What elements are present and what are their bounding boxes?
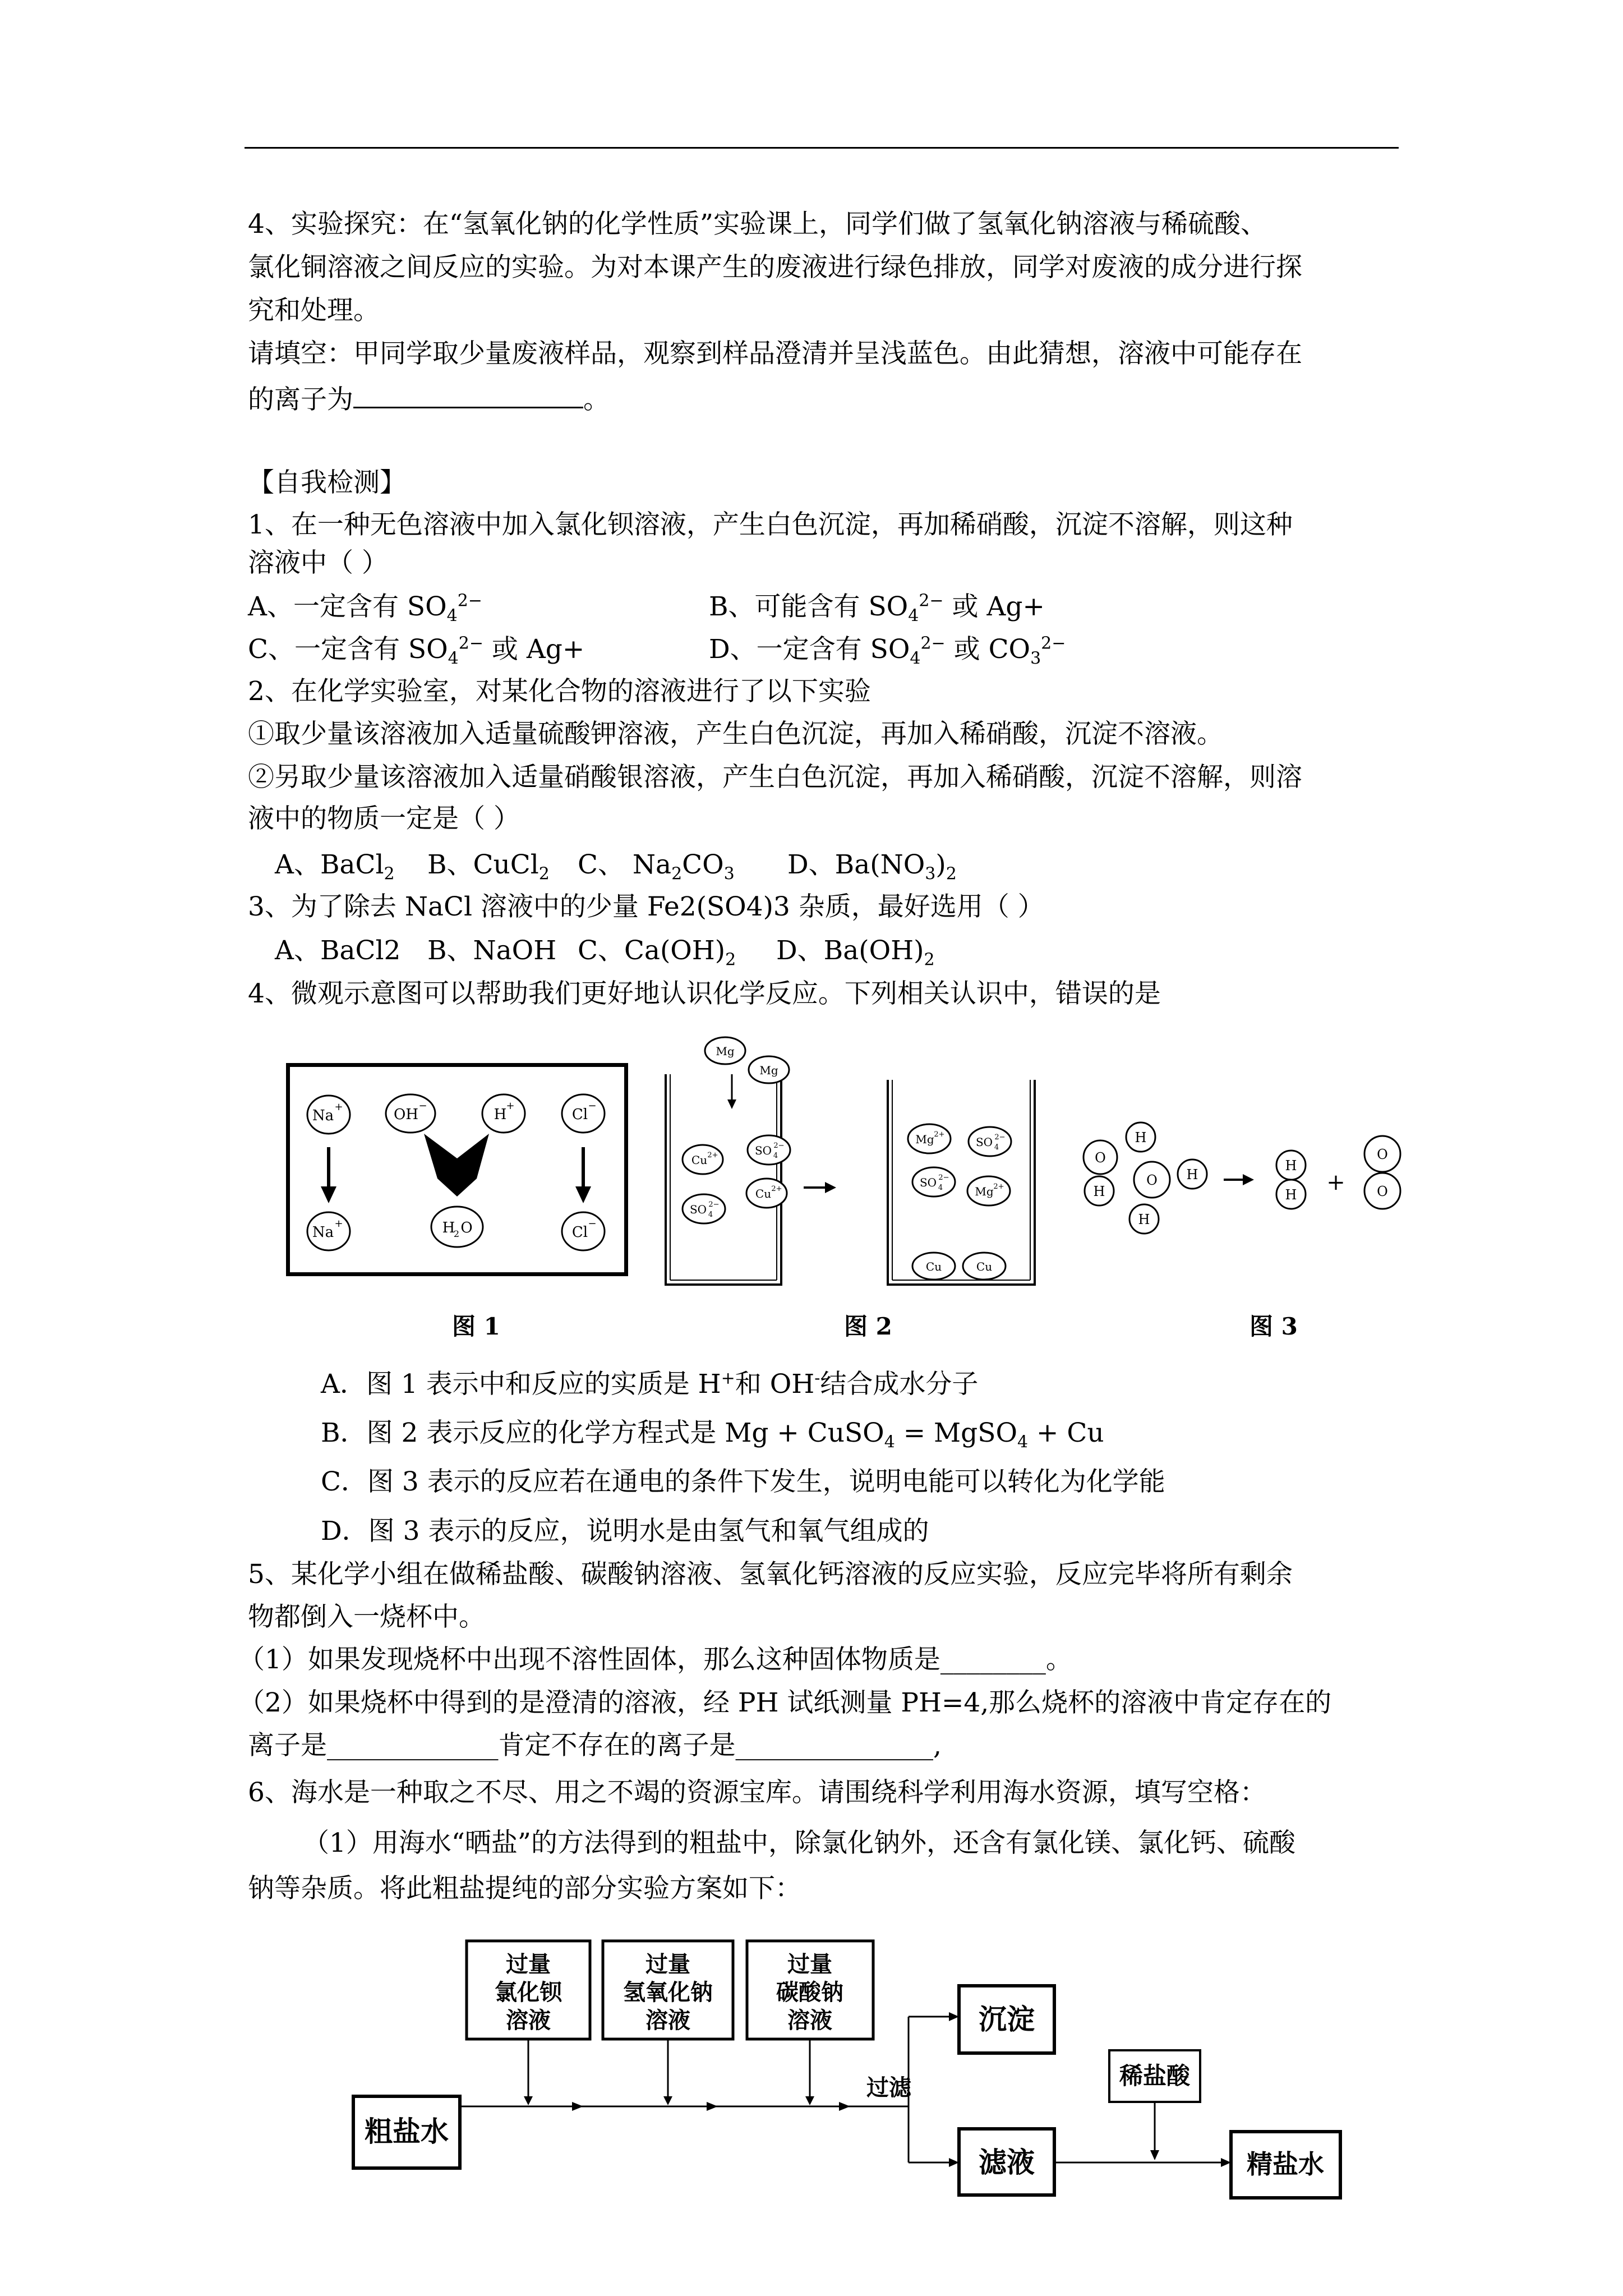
- svg-text:2−: 2−: [773, 1142, 785, 1150]
- svg-text:2: 2: [453, 1228, 460, 1239]
- svg-text:氢氧化钠: 氢氧化钠: [623, 1979, 713, 2005]
- right-arrow-icon: [839, 2102, 850, 2111]
- so4-ion: [748, 1135, 790, 1165]
- svg-text:溶液: 溶液: [787, 2007, 832, 2033]
- figure-3-caption: 图 3: [1249, 1313, 1298, 1340]
- svg-text:2+: 2+: [707, 1151, 718, 1159]
- figure-1-neutralization: [286, 1063, 628, 1276]
- q1-option-a[interactable]: A、一定含有 $SO_4^{2-}$: [248, 591, 482, 626]
- q4-intro-prefix: 的离子为: [248, 384, 353, 415]
- filter-label: 过滤: [866, 2074, 911, 2101]
- svg-text:4: 4: [938, 1184, 943, 1192]
- svg-text:碳酸钠: 碳酸钠: [776, 1979, 843, 2005]
- q5-part-1: （1）如果发现烧杯中出现不溶性固体，那么这种固体物质是________。: [238, 1644, 1072, 1675]
- svg-text:溶液: 溶液: [645, 2007, 690, 2033]
- down-arrow-icon: [524, 2096, 533, 2105]
- cu-ion: [683, 1145, 723, 1174]
- q3-stem: 3、为了除去 NaCl 溶液中的少量 Fe2(SO4)3 杂质，最好选用（ ）: [248, 891, 1044, 922]
- q3-option-b[interactable]: B、NaOH: [427, 935, 557, 966]
- svg-text:+: +: [506, 1100, 515, 1112]
- svg-text:O: O: [1095, 1150, 1106, 1166]
- svg-text:Cu: Cu: [691, 1153, 708, 1167]
- svg-text:H: H: [1135, 1130, 1147, 1145]
- svg-text:OH: OH: [394, 1106, 418, 1123]
- svg-text:Mg: Mg: [759, 1064, 778, 1077]
- down-arrow-icon: [575, 1186, 591, 1203]
- svg-text:过量: 过量: [645, 1951, 690, 1977]
- q4-option-d[interactable]: D．图 3 表示的反应，说明水是由氢气和氧气组成的: [321, 1516, 929, 1547]
- svg-text:O: O: [1146, 1172, 1158, 1188]
- water-molecule: [431, 1207, 483, 1247]
- oxygen-molecule: [1364, 1136, 1400, 1209]
- svg-text:过量: 过量: [506, 1951, 551, 1977]
- svg-text:+: +: [334, 1218, 343, 1230]
- q1-options-row-1: [0, 590, 1623, 624]
- beaker-right: [888, 1080, 1035, 1285]
- svg-text:粗盐水: 粗盐水: [365, 2115, 449, 2148]
- plus-sign: +: [1326, 1170, 1345, 1195]
- svg-text:沉淀: 沉淀: [979, 2003, 1035, 2036]
- svg-text:H: H: [1285, 1187, 1297, 1203]
- svg-text:H: H: [442, 1220, 455, 1236]
- q6-stem: 6、海水是一种取之不尽、用之不竭的资源宝库。请围绕科学利用海水资源，填写空格：: [248, 1777, 1266, 1808]
- svg-text:Mg: Mg: [915, 1133, 934, 1146]
- right-arrow-icon: [1243, 1174, 1254, 1185]
- q2-options: [0, 848, 1623, 882]
- svg-text:2+: 2+: [771, 1185, 782, 1193]
- svg-text:H: H: [1186, 1167, 1198, 1182]
- q1-options-row-2: [0, 633, 1623, 669]
- header-rule: [245, 147, 1399, 149]
- svg-text:H: H: [494, 1106, 507, 1123]
- q4-option-b[interactable]: B．图 2 表示反应的化学方程式是 Mg + CuSO$_4$ = MgSO$_4$ + Cu: [321, 1418, 1104, 1452]
- q1-option-d[interactable]: D、一定含有 $SO_4^{2-}$ 或 $CO_3^{2-}$: [709, 633, 1066, 669]
- svg-text:O: O: [1377, 1147, 1388, 1162]
- q3-option-a[interactable]: A、BaCl2: [275, 935, 401, 966]
- svg-text:过量: 过量: [787, 1951, 832, 1977]
- q1-option-b[interactable]: B、可能含有 $SO_4^{2-}$ 或 Ag+: [709, 591, 1045, 626]
- q3-option-d[interactable]: D、$Ba(OH)_2$: [776, 935, 935, 970]
- cu-ion: [746, 1179, 787, 1208]
- svg-text:Cl: Cl: [571, 1106, 588, 1123]
- svg-text:Cu: Cu: [755, 1187, 772, 1200]
- svg-text:氯化钡: 氯化钡: [495, 1979, 562, 2005]
- q4-option-a[interactable]: A．图 1 表示中和反应的实质是 H+和 OH-结合成水分子: [321, 1368, 979, 1400]
- q2-option-a[interactable]: A、BaCl$_2$: [275, 849, 395, 884]
- svg-text:滤液: 滤液: [979, 2146, 1035, 2179]
- svg-text:2−: 2−: [994, 1133, 1006, 1142]
- precipitate-box: [959, 1986, 1054, 2053]
- mg-ion: [967, 1176, 1010, 1205]
- filtrate-box: [959, 2129, 1054, 2195]
- cu-atom: [912, 1253, 955, 1280]
- svg-text:稀盐酸: 稀盐酸: [1119, 2062, 1191, 2090]
- answer-blank[interactable]: [353, 380, 583, 408]
- section-title: 【自我检测】: [248, 467, 406, 498]
- svg-text:SO: SO: [975, 1135, 993, 1149]
- q1-stem-2: 溶液中（ ）: [248, 547, 388, 578]
- svg-text:Cl: Cl: [571, 1224, 588, 1241]
- svg-text:+: +: [334, 1101, 343, 1113]
- svg-text:精盐水: 精盐水: [1247, 2149, 1324, 2179]
- svg-text:2+: 2+: [934, 1130, 945, 1139]
- merge-arrow-icon: [424, 1134, 489, 1197]
- h-ion: [482, 1094, 525, 1133]
- so4-ion: [912, 1167, 955, 1197]
- q5-part-2a: （2）如果烧杯中得到的是澄清的溶液，经 PH 试纸测量 PH=4,那么烧杯的溶液中肯定存在的: [238, 1687, 1332, 1718]
- svg-text:Cu: Cu: [976, 1260, 993, 1273]
- svg-text:2−: 2−: [938, 1174, 949, 1182]
- svg-text:Na: Na: [312, 1107, 334, 1124]
- q5-stem-2: 物都倒入一烧杯中。: [248, 1602, 485, 1632]
- svg-text:SO: SO: [919, 1176, 937, 1189]
- svg-text:Mg: Mg: [975, 1185, 994, 1198]
- down-arrow-icon: [727, 1099, 736, 1109]
- hydrogen-molecule: [1276, 1151, 1306, 1209]
- q4-intro-line-4: 请填空：甲同学取少量废液样品，观察到样品澄清并呈浅蓝色。由此猜想，溶液中可能存在: [248, 338, 1302, 369]
- svg-text:O: O: [1377, 1184, 1388, 1199]
- q2-option-b[interactable]: B、CuCl$_2$: [427, 849, 550, 884]
- right-arrow-icon: [707, 2102, 718, 2111]
- down-arrow-icon: [663, 2096, 672, 2105]
- q4-intro-suffix: 。: [583, 384, 610, 415]
- reagent-box-bacl2: [467, 1941, 590, 2039]
- q2-option-c[interactable]: C、 $Na_2CO_3$: [578, 849, 735, 884]
- svg-text:O: O: [460, 1220, 473, 1236]
- refined-brine-box: [1231, 2132, 1340, 2198]
- q1-option-c[interactable]: C、一定含有 $SO_4^{2-}$ 或 Ag+: [248, 633, 585, 669]
- oh-ion: [386, 1094, 435, 1133]
- q2-step-2a: ②另取少量该溶液加入适量硝酸银溶液，产生白色沉淀，再加入稀硝酸，沉淀不溶解，则溶: [248, 762, 1302, 793]
- cl-ion-bottom: [562, 1212, 605, 1250]
- q5-stem-1: 5、某化学小组在做稀盐酸、碳酸钠溶液、氢氧化钙溶液的反应实验，反应完毕将所有剩余: [248, 1559, 1293, 1590]
- down-arrow-icon: [805, 2096, 814, 2105]
- svg-text:−: −: [588, 1218, 597, 1230]
- svg-text:4: 4: [773, 1152, 778, 1160]
- right-arrow-icon: [825, 1182, 836, 1193]
- reagent-box-naoh: [603, 1941, 733, 2039]
- q6-part-1a: （1）用海水“晒盐”的方法得到的粗盐中，除氯化钠外，还含有氯化镁、氯化钙、硫酸: [303, 1828, 1295, 1858]
- q2-stem: 2、在化学实验室，对某化合物的溶液进行了以下实验: [248, 676, 871, 707]
- q5-part-2b: 离子是_____________肯定不存在的离子是_______________,: [248, 1730, 942, 1761]
- q4-option-c[interactable]: C．图 3 表示的反应若在通电的条件下发生，说明电能可以转化为化学能: [321, 1466, 1165, 1497]
- q4-stem: 4、微观示意图可以帮助我们更好地认识化学反应。下列相关认识中，错误的是: [248, 978, 1161, 1009]
- na-ion-top: [307, 1096, 350, 1134]
- q2-step-1: ①取少量该溶液加入适量硫酸钾溶液，产生白色沉淀，再加入稀硝酸，沉淀不溶液。: [248, 719, 1223, 749]
- svg-text:溶液: 溶液: [506, 2007, 551, 2033]
- svg-text:2−: 2−: [708, 1200, 720, 1209]
- figure-2-displacement: [659, 1035, 1040, 1290]
- svg-text:4: 4: [994, 1143, 999, 1152]
- svg-text:SO: SO: [689, 1203, 707, 1216]
- cl-ion-top: [562, 1094, 605, 1133]
- crude-brine-box: [353, 2096, 460, 2168]
- figure-2-caption: 图 2: [844, 1313, 892, 1340]
- q1-stem-1: 1、在一种无色溶液中加入氯化钡溶液，产生白色沉淀，再加稀硝酸，沉淀不溶解，则这种: [248, 509, 1293, 540]
- na-ion-bottom: [307, 1212, 350, 1250]
- so4-ion: [969, 1127, 1011, 1156]
- water-molecule: [1129, 1159, 1207, 1234]
- so4-ion: [683, 1194, 725, 1223]
- svg-text:Cu: Cu: [925, 1260, 942, 1273]
- q4-intro-line-5: [248, 380, 610, 417]
- svg-text:SO: SO: [754, 1144, 772, 1157]
- q4-intro-line-1: 4、实验探究：在“氢氧化钠的化学性质”实验课上，同学们做了氢氧化钠溶液与稀硫酸、: [248, 209, 1267, 240]
- q3-option-c[interactable]: C、$Ca(OH)_2$: [578, 935, 736, 970]
- q2-option-d[interactable]: D、$Ba(NO_3)_2$: [787, 849, 957, 884]
- figure-3-water-electrolysis: [1077, 1114, 1413, 1243]
- down-arrow-icon: [321, 1186, 336, 1203]
- reagent-box-na2co3: [747, 1941, 873, 2039]
- hcl-box: [1109, 2050, 1200, 2102]
- svg-text:H: H: [1093, 1184, 1105, 1199]
- svg-text:2+: 2+: [993, 1182, 1004, 1191]
- svg-text:4: 4: [708, 1211, 713, 1219]
- svg-text:H: H: [1285, 1158, 1297, 1174]
- cu-atom: [963, 1253, 1006, 1280]
- down-arrow-icon: [1150, 2150, 1159, 2160]
- right-arrow-icon: [572, 2102, 583, 2111]
- purification-flowchart: [348, 1938, 1391, 2235]
- q3-options: [0, 934, 1623, 968]
- svg-text:Na: Na: [312, 1224, 334, 1241]
- q4-intro-line-3: 究和处理。: [248, 295, 380, 326]
- svg-text:−: −: [588, 1100, 597, 1112]
- q2-step-2b: 液中的物质一定是（ ）: [248, 803, 520, 834]
- figure-1-caption: 图 1: [452, 1313, 500, 1340]
- mg-ion: [908, 1124, 951, 1153]
- svg-text:−: −: [418, 1100, 427, 1112]
- svg-text:Mg: Mg: [716, 1045, 735, 1058]
- q4-intro-line-2: 氯化铜溶液之间反应的实验。为对本课产生的废液进行绿色排放，同学对废液的成分进行探: [248, 252, 1302, 283]
- q6-part-1b: 钠等杂质。将此粗盐提纯的部分实验方案如下：: [248, 1873, 801, 1904]
- svg-text:H: H: [1138, 1212, 1150, 1227]
